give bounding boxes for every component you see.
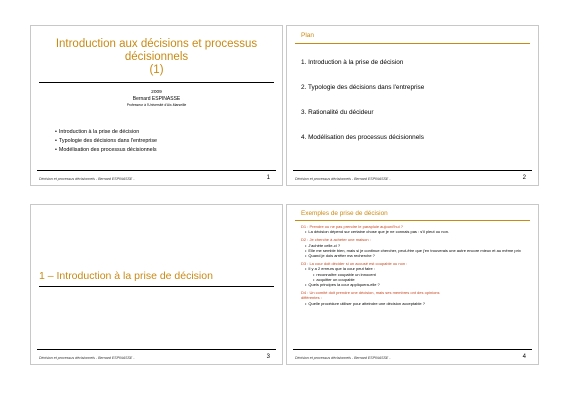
slide-footer: Décision et processus décisionnels - Bernard ESPINASSE - xyxy=(39,356,135,360)
title-line-3: (1) xyxy=(149,64,164,76)
title-line-1: Introduction aux décisions et processus xyxy=(55,38,258,50)
page-number: 3 xyxy=(266,354,270,360)
example-d4-cont: différentes : xyxy=(301,295,322,301)
title-line-2: décisionnels xyxy=(124,51,189,63)
footer-divider xyxy=(293,349,532,350)
slide-footer: Décision et processus décisionnels - Bernard ESPINASSE - xyxy=(295,177,391,181)
slide-title: Exemples de prise de décision xyxy=(301,210,388,217)
example-bullet: • Quand je dois arrêter ma recherche ? xyxy=(301,253,531,258)
slide-footer: Décision et processus décisionnels - Bernard ESPINASSE - xyxy=(295,356,391,360)
example-bullet: • J'achète celle-ci ? xyxy=(301,243,531,248)
slide-4-examples xyxy=(286,204,539,365)
plan-item: 4. Modélisation des processus décisionnels xyxy=(301,134,424,141)
title-underline xyxy=(295,220,530,221)
page-number: 2 xyxy=(522,175,526,181)
slide-title: Plan xyxy=(301,32,315,39)
plan-item: 1. Introduction à la prise de décision xyxy=(301,59,404,66)
example-d4: D4 : Un comité doit prendre une décision, mais ses membres ont des opinions xyxy=(301,290,440,296)
title-underline xyxy=(295,43,530,44)
footer-divider xyxy=(293,170,532,171)
section-divider xyxy=(39,286,274,287)
example-d3: D3 : La cour doit décider si un accusé est coupable ou non : xyxy=(301,261,408,267)
plan-item: 3. Rationalité du décideur xyxy=(301,109,374,116)
example-sub-bullet: • reconnaître coupable un innocent xyxy=(301,272,531,277)
presentation-title xyxy=(39,38,274,77)
example-bullet: • Elle me semble bien, mais si je continue chercher, peut-être que j'en trouverais une autre encore mieux et au même prix xyxy=(301,248,531,253)
footer-divider xyxy=(37,170,276,171)
topic-list xyxy=(55,128,157,155)
page-number: 4 xyxy=(522,354,526,360)
examples-body xyxy=(301,224,531,306)
example-sub-bullet: • acquitter un coupable xyxy=(301,277,531,282)
slide-2-plan xyxy=(286,25,539,186)
author: Bernard ESPINASSE xyxy=(132,96,181,102)
title-divider xyxy=(39,82,274,83)
page-number: 1 xyxy=(266,175,270,181)
slide-3-section xyxy=(30,204,283,365)
example-bullet: • Quelle procédure utiliser pour atteindre une décision acceptable ? xyxy=(301,301,531,306)
topic-item: • Typologie des décisions dans l'entreprise xyxy=(55,137,157,146)
slide-footer: Décision et processus décisionnels - Bernard ESPINASSE - xyxy=(39,177,135,181)
example-d2: D2 : Je cherche à acheter une maison : xyxy=(301,237,371,243)
example-d1: D1 : Prendre ou ne pas prendre le parapluie aujourd'hui ? xyxy=(301,224,403,229)
slide-1-title xyxy=(30,25,283,186)
year: 2009 xyxy=(151,90,162,95)
footer-divider xyxy=(37,349,276,350)
topic-item: • Introduction à la prise de décision xyxy=(55,128,157,137)
affiliation: Professeur à l'Université d'Aix-Marseille xyxy=(126,103,187,107)
section-title: 1 – Introduction à la prise de décision xyxy=(39,270,213,282)
plan-list xyxy=(301,59,424,159)
example-bullet: • La décision dépend sur certaine chose que je ne connais pas : s'il pleut ou non. xyxy=(301,229,531,234)
example-bullet: • Il y a 2 erreurs que la cour peut faire : xyxy=(301,266,531,271)
plan-item: 2. Typologie des décisions dans l'entreprise xyxy=(301,84,425,91)
example-bullet: • Quels principes la cour appliquera-elle ? xyxy=(301,282,531,287)
topic-item: • Modélisation des processus décisionnels xyxy=(55,146,157,155)
